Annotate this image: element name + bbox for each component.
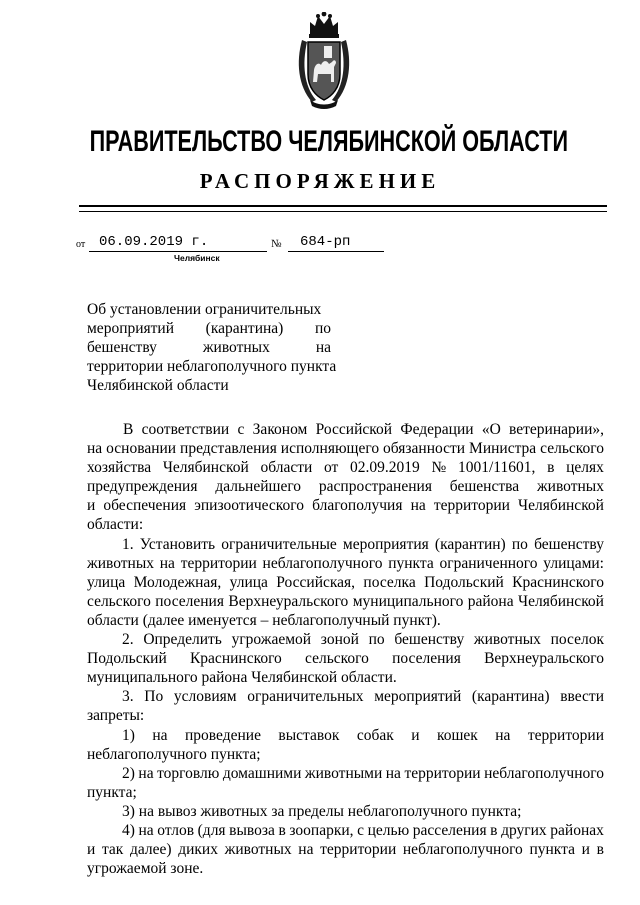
body-word: территории — [433, 497, 510, 515]
body-line — [87, 649, 604, 668]
body-word: на — [385, 764, 401, 782]
body-word: с — [357, 821, 365, 839]
date-prefix: от — [76, 239, 86, 250]
body-word: далее) — [129, 841, 172, 859]
body-word: в — [596, 841, 604, 859]
body-word: бешенства — [449, 478, 520, 496]
body-word: на — [298, 841, 314, 859]
body-word: бешенству — [394, 631, 465, 649]
subject-word: на — [315, 339, 331, 356]
body-line — [87, 420, 604, 439]
body-word: пункта — [529, 841, 575, 859]
header-rule-thin — [79, 211, 607, 212]
body-word: Молодежная, — [133, 573, 222, 591]
body-word: Федерации — [400, 421, 474, 438]
body-word: отлов — [157, 821, 195, 839]
body-word: улицами: — [543, 554, 604, 572]
body-word: на — [152, 726, 168, 744]
body-line — [87, 764, 604, 783]
body-line: 3) на вывоз животных за пределы неблагополучного пункта; — [122, 802, 522, 820]
body-word: на — [410, 497, 426, 515]
body-word: так — [101, 841, 124, 859]
body-word: на — [87, 440, 103, 458]
body-word: представления — [180, 440, 277, 458]
body-line — [87, 439, 604, 458]
body-word: пункта — [388, 554, 434, 572]
body-word: торговлю — [157, 764, 220, 782]
document-city: Челябинск — [174, 253, 220, 263]
body-word: на — [138, 821, 154, 839]
body-word: сельского — [540, 440, 604, 458]
body-word: и — [411, 726, 420, 744]
body-word: района — [467, 592, 514, 610]
body-word: и — [87, 841, 96, 859]
body-word: сельского — [87, 592, 151, 610]
body-word: обеспечения — [103, 497, 187, 515]
number-sign: № — [271, 238, 282, 250]
body-word: исполняющего — [280, 440, 380, 458]
body-word: ограничительные — [221, 535, 337, 553]
body-word: животных — [536, 478, 604, 496]
body-word: в — [490, 821, 498, 839]
body-word: ограничительных — [247, 688, 364, 706]
body-line — [87, 687, 604, 706]
subject-word: (карантина) — [205, 320, 284, 337]
body-line — [87, 458, 604, 477]
body-line: угрожаемой зоне. — [87, 860, 204, 878]
body-word: Краснинского — [512, 573, 604, 591]
body-word: Подольский — [424, 573, 504, 591]
body-word: Челябинской — [518, 497, 604, 515]
body-word: поселения — [392, 650, 461, 668]
subject-line — [87, 319, 331, 338]
body-word: улица — [87, 573, 126, 591]
body-word: расселения — [412, 821, 487, 839]
body-word: животными — [304, 764, 383, 782]
document-subject — [87, 300, 337, 395]
subject-word: животных — [202, 339, 270, 356]
body-word: проведение — [185, 726, 261, 744]
body-word: 4) — [122, 821, 135, 839]
document-number: 684-рп — [288, 233, 384, 252]
body-word: Министра — [469, 440, 537, 458]
body-word: № — [431, 459, 447, 477]
body-word: по — [511, 535, 528, 553]
body-word: от — [324, 459, 339, 477]
body-word: Челябинской — [518, 592, 604, 610]
body-word: основании — [106, 440, 177, 458]
body-word: выставок — [278, 726, 340, 744]
body-word: Определить — [143, 631, 222, 649]
body-word: «О — [481, 421, 501, 438]
subject-line: территории неблагополучного пункта — [87, 358, 337, 375]
body-word: территории — [404, 764, 481, 782]
body-word: 1001/11601, — [458, 459, 536, 477]
body-word: по — [368, 631, 385, 649]
body-word: В — [123, 421, 134, 438]
body-word: (карантина) — [471, 688, 550, 706]
body-word: 1) — [122, 726, 135, 744]
subject-word: бешенству — [87, 339, 157, 356]
body-word: (карантин) — [434, 535, 506, 553]
body-word: неблагополучного — [402, 841, 523, 859]
body-word: целях — [566, 459, 604, 477]
body-word: 02.09.2019 — [350, 459, 420, 477]
coat-of-arms-icon — [296, 12, 352, 110]
document-date: 06.09.2019 г. — [89, 233, 267, 252]
body-word: 1. — [122, 535, 134, 553]
body-word: зоопарки, — [289, 821, 354, 839]
body-line: пункта; — [87, 783, 137, 801]
body-word: ограниченного — [439, 554, 538, 572]
body-word: 2. — [122, 631, 134, 649]
body-word: районах — [550, 821, 604, 839]
subject-word: мероприятий — [87, 320, 175, 337]
body-word: животных — [473, 631, 541, 649]
body-word: с — [237, 421, 245, 438]
body-line — [87, 726, 604, 745]
body-word: на — [138, 764, 154, 782]
body-word: улица — [229, 573, 268, 591]
body-word: благополучия — [312, 497, 403, 515]
body-word: Подольский — [87, 650, 167, 668]
body-word: неблагополучного — [484, 764, 604, 782]
body-line — [87, 477, 604, 496]
body-word: Краснинского — [189, 650, 282, 668]
body-line — [87, 592, 604, 611]
body-line — [87, 630, 604, 649]
body-word: бешенству — [534, 535, 604, 553]
body-word: домашними — [222, 764, 302, 782]
body-word: поселения — [155, 592, 224, 610]
body-word: угрожаемой — [231, 631, 312, 649]
body-word: животных — [224, 841, 292, 859]
body-word: в — [547, 459, 555, 477]
body-word: собак — [356, 726, 394, 744]
body-line — [87, 573, 604, 592]
body-word: предупреждения — [87, 478, 198, 496]
body-word: территории — [180, 554, 257, 572]
body-line — [87, 840, 604, 859]
subject-line: Об установлении ограничительных — [87, 301, 322, 318]
body-word: условиям — [173, 688, 237, 706]
body-word: животных — [87, 554, 154, 572]
body-word: в — [278, 821, 286, 839]
body-word: Верхнеуральского — [484, 650, 604, 668]
body-word: 3. — [122, 688, 134, 706]
body-word: сельского — [305, 650, 369, 668]
body-word: (для — [197, 821, 226, 839]
body-word: поселок — [550, 631, 604, 649]
body-line: запреты: — [87, 707, 145, 725]
body-word: Российская, — [276, 573, 356, 591]
body-line: области: — [87, 516, 144, 534]
document-type: РАСПОРЯЖЕНИЕ — [199, 169, 441, 193]
subject-line: Челябинской области — [87, 377, 229, 394]
body-line — [87, 496, 604, 515]
body-word: территории — [527, 726, 604, 744]
body-line — [87, 821, 604, 840]
body-word: неблагополучного — [262, 554, 383, 572]
body-word: на — [495, 726, 511, 744]
body-word: кошек — [436, 726, 478, 744]
body-word: и — [581, 841, 590, 859]
body-word: территории — [320, 841, 397, 859]
subject-line — [87, 338, 331, 357]
body-word: муниципального — [352, 592, 464, 610]
document-body — [87, 420, 604, 878]
body-word: ввести — [560, 688, 604, 706]
body-word: Верхнеуральского — [228, 592, 349, 610]
body-word: дальнейшего — [215, 478, 302, 496]
body-word: зоной — [320, 631, 359, 649]
body-word: ветеринарии», — [509, 421, 604, 438]
body-word: мероприятий — [374, 688, 462, 706]
header-rule-thick — [79, 205, 607, 207]
body-line: муниципального района Челябинской области. — [87, 669, 397, 687]
body-word: и — [87, 497, 96, 515]
body-word: на — [159, 554, 175, 572]
body-word: вывоза — [229, 821, 275, 839]
body-word: мероприятия — [342, 535, 429, 553]
body-word: поселка — [363, 573, 416, 591]
body-word: обязанности — [383, 440, 466, 458]
body-word: диких — [178, 841, 218, 859]
body-word: 2) — [122, 764, 135, 782]
body-word: распространения — [318, 478, 432, 496]
body-line: неблагополучного пункта; — [87, 745, 261, 763]
body-word: По — [144, 688, 164, 706]
body-word: Российской — [315, 421, 393, 438]
body-word: Законом — [252, 421, 308, 438]
subject-word: по — [314, 320, 331, 337]
body-word: эпизоотического — [194, 497, 305, 515]
body-word: хозяйства — [87, 459, 152, 477]
body-word: соответствии — [141, 421, 230, 438]
organization-title: ПРАВИТЕЛЬСТВО ЧЕЛЯБИНСКОЙ ОБЛАСТИ — [89, 125, 569, 158]
body-line: области (далее именуется – неблагополучный пункт). — [87, 611, 441, 629]
body-word: целью — [367, 821, 410, 839]
body-line — [87, 535, 604, 554]
body-word: Установить — [139, 535, 216, 553]
body-word: Челябинской — [162, 459, 249, 477]
body-line — [87, 554, 604, 573]
body-word: других — [501, 821, 547, 839]
body-word: области — [260, 459, 313, 477]
